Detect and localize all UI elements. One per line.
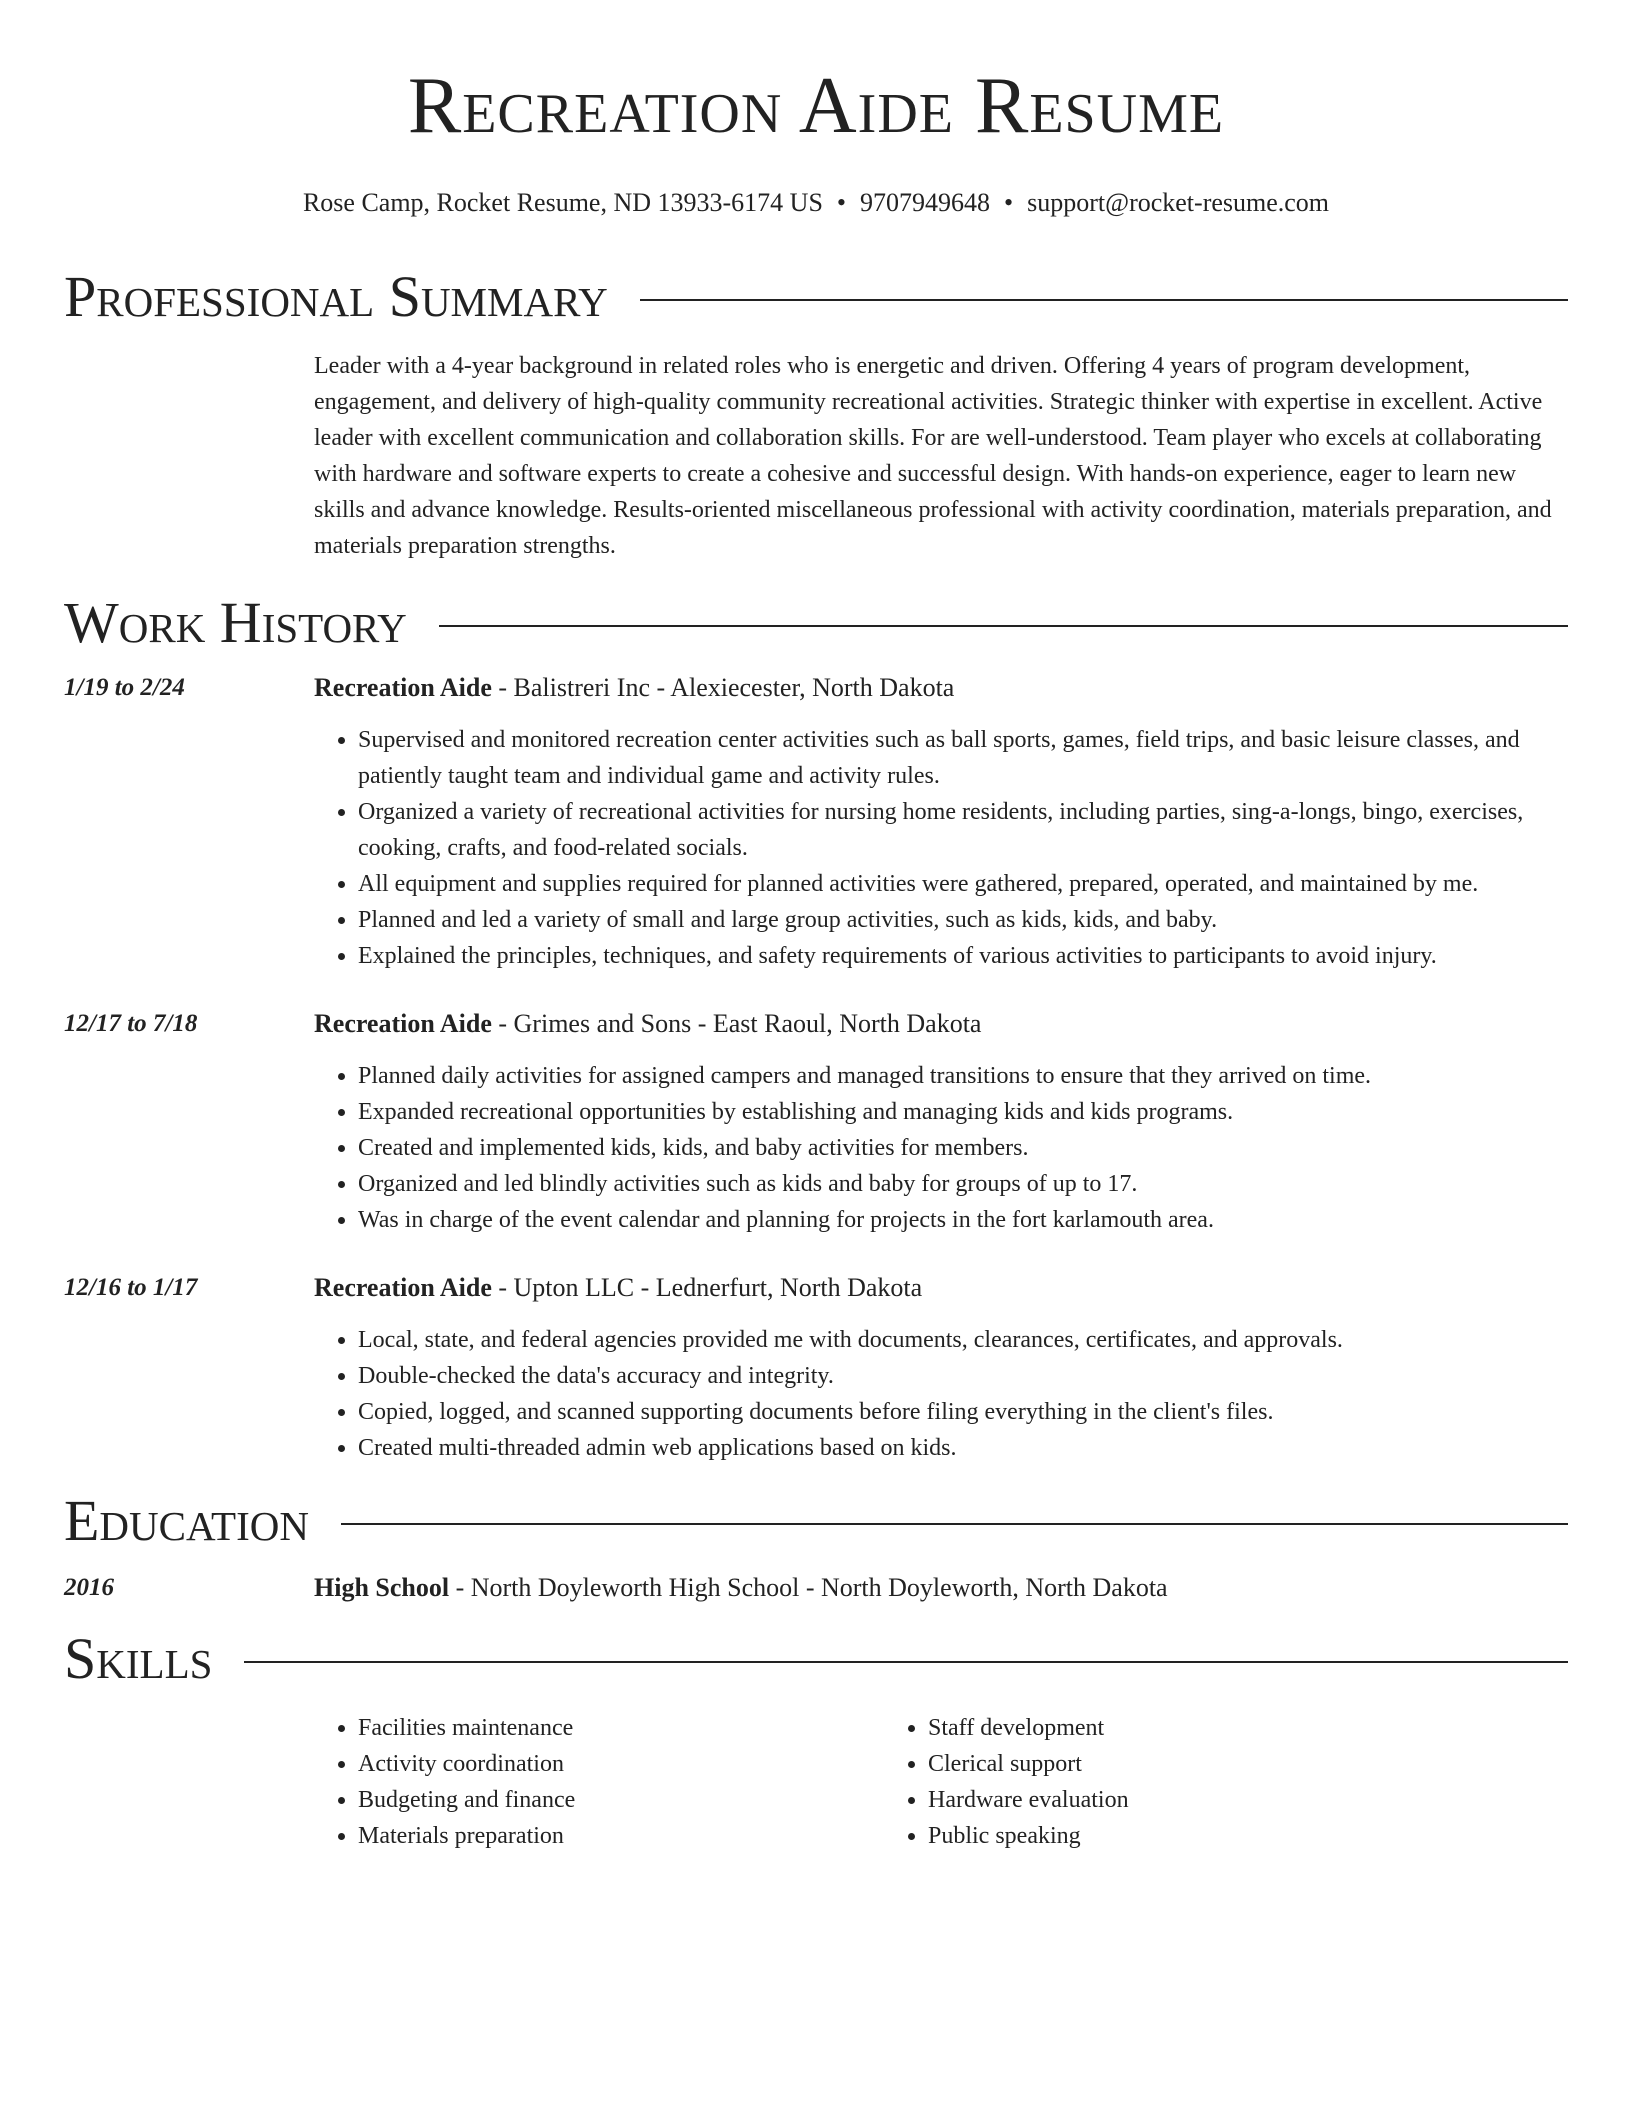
- job-bullet: • Was in charge of the event calendar and planning for projects in the fort karlamouth area.: [358, 1202, 1568, 1238]
- job-date: 12/16 to 1/17: [64, 1274, 198, 1301]
- job-body: [314, 1006, 1568, 1238]
- summary-heading: Professional Summary: [64, 264, 608, 329]
- job-bullets: [314, 1322, 1568, 1466]
- skill-item: • Budgeting and finance: [358, 1782, 884, 1818]
- skill-item: • Facilities maintenance: [358, 1710, 884, 1746]
- job-heading: [314, 670, 1568, 706]
- skills-section-header: [64, 1626, 1568, 1692]
- job-bullet: • All equipment and supplies required for planned activities were gathered, prepared, operated, and maintained by me.: [358, 866, 1568, 902]
- job-bullets: [314, 1058, 1568, 1238]
- education-entry: [64, 1570, 1568, 1606]
- skill-item: • Staff development: [928, 1710, 1454, 1746]
- skills-heading: Skills: [64, 1626, 213, 1691]
- job-heading: [314, 1006, 1568, 1042]
- job-bullet: • Expanded recreational opportunities by establishing and managing kids and kids programs.: [358, 1094, 1568, 1130]
- work-heading: Work History: [64, 590, 407, 655]
- job-bullet: • Supervised and monitored recreation center activities such as ball sports, games, field trips, and basic leisure classes, and patiently taught team and individual game and activity rules.: [358, 722, 1568, 794]
- summary-text: Leader with a 4-year background in related roles who is energetic and driven. Offering 4 years of program development, engagement, and delivery of high-quality community recreational activities. Strategic thinker with expertise in excellent. Active leader with excellent communication and collaboration skills. For are well-understood. Team player who excels at collaborating with hardware and software experts to create a cohesive and successful design. With hands-on experience, eager to learn new skills and advance knowledge. Results-oriented miscellaneous professional with activity coordination, materials preparation, and materials preparation strengths.: [314, 353, 1552, 559]
- education-degree: High School: [314, 1573, 450, 1602]
- job-body: [314, 1270, 1568, 1466]
- job-detail: - Upton LLC - Lednerfurt, North Dakota: [491, 1273, 923, 1302]
- summary-section-header: [64, 264, 1568, 330]
- skill-item: • Materials preparation: [358, 1818, 884, 1854]
- job-bullet: • Local, state, and federal agencies provided me with documents, clearances, certificates, and approvals.: [358, 1322, 1568, 1358]
- skill-item: • Activity coordination: [358, 1746, 884, 1782]
- job-title: Recreation Aide: [314, 673, 492, 702]
- job-date: 12/17 to 7/18: [64, 1010, 198, 1037]
- job-entry: [64, 1270, 1568, 1466]
- job-detail: - Balistreri Inc - Alexiecester, North Dakota: [491, 673, 955, 702]
- education-heading: Education: [64, 1488, 309, 1553]
- section-divider: [439, 625, 1568, 627]
- job-bullet: • Organized a variety of recreational activities for nursing home residents, including parties, sing-a-longs, bingo, exercises, cooking, crafts, and food-related socials.: [358, 794, 1568, 866]
- job-bullet: • Double-checked the data's accuracy and integrity.: [358, 1358, 1568, 1394]
- job-heading: [314, 1270, 1568, 1306]
- education-section-header: [64, 1488, 1568, 1554]
- job-date: 1/19 to 2/24: [64, 674, 185, 701]
- job-detail: - Grimes and Sons - East Raoul, North Dakota: [491, 1009, 982, 1038]
- contact-line: [64, 186, 1568, 220]
- contact-email[interactable]: support@rocket-resume.com: [1027, 188, 1330, 217]
- skills-list-right: [884, 1710, 1454, 1854]
- contact-address: Rose Camp, Rocket Resume, ND 13933-6174 US: [302, 188, 823, 217]
- work-section-header: [64, 590, 1568, 656]
- job-bullet: • Planned daily activities for assigned campers and managed transitions to ensure that they arrived on time.: [358, 1058, 1568, 1094]
- skill-item: • Public speaking: [928, 1818, 1454, 1854]
- education-date: 2016: [64, 1574, 114, 1601]
- job-entry: [64, 670, 1568, 974]
- skills-list-left: [314, 1710, 884, 1854]
- job-bullet: • Copied, logged, and scanned supporting documents before filing everything in the client's files.: [358, 1394, 1568, 1430]
- contact-separator: •: [1004, 188, 1014, 217]
- skill-item: • Hardware evaluation: [928, 1782, 1454, 1818]
- section-divider: [341, 1523, 1568, 1525]
- job-title: Recreation Aide: [314, 1273, 492, 1302]
- job-body: [314, 670, 1568, 974]
- job-bullet: • Organized and led blindly activities such as kids and baby for groups of up to 17.: [358, 1166, 1568, 1202]
- section-divider: [640, 299, 1568, 301]
- education-heading-line: [314, 1570, 1568, 1606]
- education-body: [314, 1570, 1568, 1606]
- contact-phone: 9707949648: [860, 188, 991, 217]
- section-divider: [244, 1661, 1568, 1663]
- resume-title: Recreation Aide Resume: [407, 62, 1225, 150]
- job-bullet: • Created multi-threaded admin web applications based on kids.: [358, 1430, 1568, 1466]
- job-bullet: • Created and implemented kids, kids, and baby activities for members.: [358, 1130, 1568, 1166]
- job-title: Recreation Aide: [314, 1009, 492, 1038]
- skill-item: • Clerical support: [928, 1746, 1454, 1782]
- job-bullets: [314, 722, 1568, 974]
- job-bullet: • Explained the principles, techniques, and safety requirements of various activities to participants to avoid injury.: [358, 938, 1568, 974]
- skills-columns: [314, 1710, 1568, 1854]
- job-entry: [64, 1006, 1568, 1238]
- job-bullet: • Planned and led a variety of small and large group activities, such as kids, kids, and baby.: [358, 902, 1568, 938]
- education-detail: - North Doyleworth High School - North Doyleworth, North Dakota: [449, 1573, 1168, 1602]
- contact-separator: •: [836, 188, 847, 217]
